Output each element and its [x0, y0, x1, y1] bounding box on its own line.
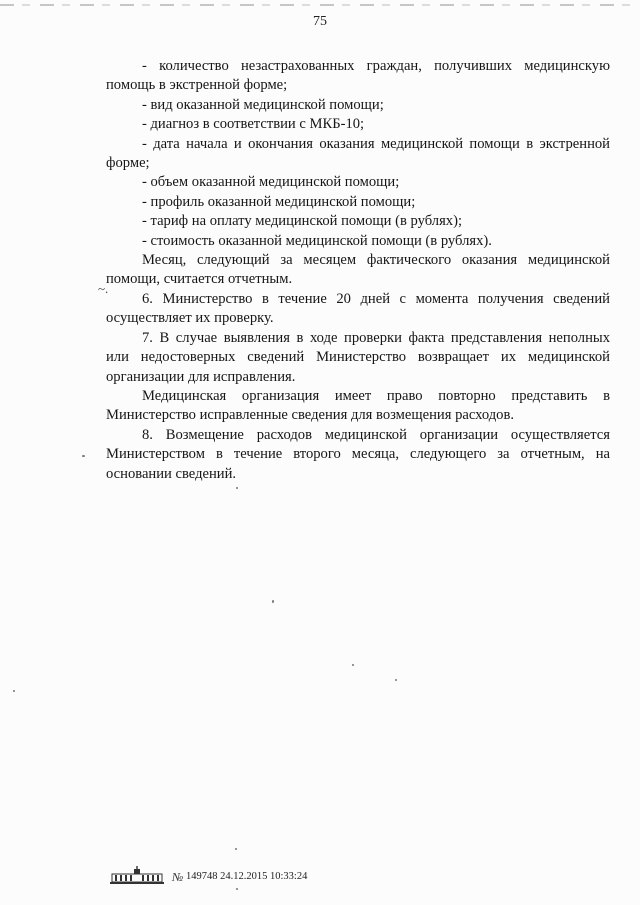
scan-speck: [272, 600, 274, 603]
paragraph-item-diagnosis: - диагноз в соответствии с МКБ-10;: [142, 116, 365, 133]
paragraph-point-6: 6. Министерство в течение 20 дней с момента получения сведений осуществляет их проверку.: [106, 290, 610, 327]
paragraph-item-cost: - стоимость оказанной медицинской помощи (в рублях).: [142, 232, 492, 249]
scan-speck: [235, 848, 237, 850]
page-number: 75: [313, 14, 327, 29]
document-body: [106, 57, 610, 484]
paragraph-point-8: 8. Возмещение расходов медицинской организации осуществляется Министерством в течение второго месяца, следующего за отчетным, на основании сведений.: [106, 426, 610, 482]
stamp-number-sign: №: [172, 870, 184, 884]
scan-speck: [13, 690, 15, 692]
paragraph-item-count: - количество незастрахованных граждан, получивших медицинскую помощь в экстренной форме;: [106, 58, 610, 94]
paragraph-resubmission: Медицинская организация имеет право повторно представить в Министерство исправленные сведения для возмещения расходов.: [106, 387, 610, 424]
scan-speck: [395, 679, 397, 681]
government-building-logo-icon: [108, 866, 166, 886]
scan-speck: [82, 455, 85, 457]
scan-speck: [236, 487, 238, 489]
paragraph-item-volume: - объем оказанной медицинской помощи;: [142, 174, 400, 191]
handwritten-mark: ~.: [98, 281, 109, 296]
registration-stamp: 149748 24.12.2015 10:33:24: [186, 871, 308, 882]
paragraph-item-tariff: - тариф на оплату медицинской помощи (в рублях);: [142, 213, 463, 230]
scan-speck: [352, 664, 354, 666]
paragraph-point-7: 7. В случае выявления в ходе проверки факта представления неполных или недостоверных сведений Министерство возвращает их медицинской организации для исправления.: [106, 329, 610, 385]
paragraph-reporting-month: Месяц, следующий за месяцем фактического оказания медицинской помощи, считается отчетным.: [106, 252, 610, 288]
registration-footer: [108, 866, 348, 890]
paragraph-item-type: - вид оказанной медицинской помощи;: [142, 96, 384, 113]
paragraph-item-profile: - профиль оказанной медицинской помощи;: [142, 193, 416, 210]
paragraph-item-dates: - дата начала и окончания оказания медицинской помощи в экстренной форме;: [106, 135, 610, 172]
scan-top-edge: [0, 4, 640, 6]
